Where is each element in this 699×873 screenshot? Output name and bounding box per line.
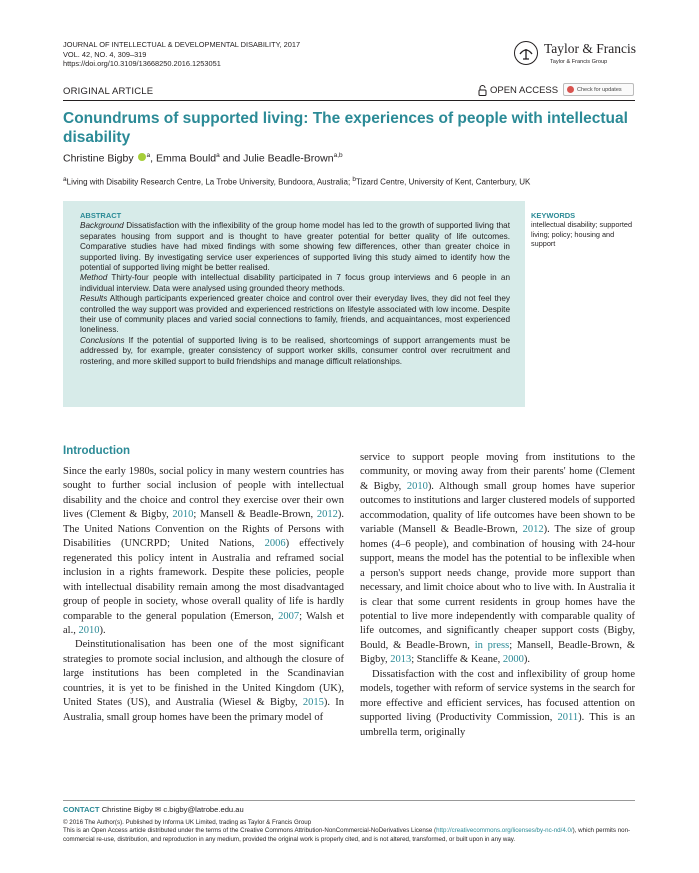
- abstract-background: [80, 221, 510, 273]
- citation-link[interactable]: 2012: [522, 524, 544, 536]
- email-icon: ✉: [154, 805, 162, 814]
- text-run: ; Mansell, Beadle-Brown, & Bigby,: [360, 639, 635, 666]
- author-1-affil: a: [146, 152, 151, 159]
- open-access-badge: [478, 85, 558, 96]
- crossmark-icon: [567, 86, 574, 93]
- left-column: [63, 465, 344, 725]
- text-run: ; Mansell & Beadle-Brown,: [193, 509, 317, 521]
- paragraph: [63, 465, 344, 638]
- abstract-method: [80, 273, 510, 294]
- text-run: This is an Open Access article distributed under the terms of the Creative Commons Attribution-NonCommercial-NoDerivatives License (: [63, 827, 437, 835]
- abstract-heading: ABSTRACT: [80, 211, 122, 220]
- author-3-affil: a,b: [333, 152, 343, 159]
- text-run: ) effectively regenerated this policy intent in Australia and reframed social inclusion in a rights framework. Despite these policies, people with intellectual disability remain among the most disadvantaged group of people in society, whose overall quality of life is hardly comparable to the general population (Emerson,: [63, 538, 344, 622]
- header-rule: [63, 100, 635, 101]
- article-type: ORIGINAL ARTICLE: [63, 86, 154, 97]
- publisher-name: Taylor & Francis: [544, 41, 637, 56]
- citation-link[interactable]: 2000: [502, 654, 524, 666]
- text-run: Deinstitutionalisation has been one of the most significant strategies to promote social inclusion, and although the closure of large institutions has been completed in the Scandinavian countries, it is yet to be finished in the United Kingdom (UK), United States (US), and Australia (Wiesel & Bigby,: [63, 639, 344, 709]
- paragraph: [360, 451, 635, 668]
- citation-link[interactable]: 2011: [557, 712, 579, 724]
- copyright-text: © 2016 The Author(s). Published by Informa UK Limited, trading as Taylor & Francis Group: [63, 819, 312, 826]
- text-run: ).: [99, 624, 106, 636]
- text-run: Since the early 1980s, social policy in many western countries has sought to further social inclusion of people with intellectual disability and the choice and control they exercise over their own lives (Clement & Bigby,: [63, 466, 344, 521]
- text-run: ), which permits non-commercial re-use, distribution, and reproduction in any medium, provided the original work is properly cited, and is not altered, transformed, or built upon in any way.: [63, 827, 631, 843]
- text-run: ). The United Nations Convention on the Rights of Persons with Disabilities (UNCRPD; United Nations,: [63, 509, 344, 550]
- citation-link[interactable]: 2007: [278, 610, 300, 622]
- keywords-heading: KEYWORDS: [531, 211, 576, 220]
- conclusions-label: Conclusions: [80, 335, 125, 345]
- text-run: Dissatisfaction with the cost and inflexibility of group home models, together with reform of service systems in the search for more effective and efficient services, has focused attention on supported living (Productivity Commission,: [360, 668, 635, 724]
- open-access-label: OPEN ACCESS: [490, 85, 559, 96]
- footer-rule: [63, 800, 635, 801]
- background-text: Dissatisfaction with the inflexibility of the group home model has led to the growth of supported living that separates housing from support and is thought to have greater potential for better quality of life outcomes. Comparative studies have had mixed findings with some showing few differences, other than greater choice in supported living. By investigating service user experiences of supported living this study aimed to identify how the potential of supported living might be better realised.: [80, 221, 510, 273]
- affil-b-mark: b: [352, 176, 357, 183]
- text-run: service to support people moving from institutions to the community, or moving away from their parents' home (Clement & Bigby,: [360, 452, 635, 492]
- journal-doi[interactable]: https://doi.org/10.3109/13668250.2016.1253051: [63, 59, 221, 69]
- citation-link[interactable]: 2012: [316, 509, 338, 521]
- publisher-group: Taylor & Francis Group: [550, 59, 608, 65]
- citation-link[interactable]: 2006: [264, 538, 286, 550]
- text-run: ). In Australia, small group homes have been the primary model of: [63, 697, 345, 723]
- citation-link[interactable]: 2013: [390, 654, 412, 666]
- text-run: ). The size of group homes (4–6 people), and combination of housing with 24-hour support, means the model has the potential to be inflexible when a person's support needs change, provide more support than necessary, and limit choice about who to live with. In Australia it is clear that some current residents in group homes have the potential to live more independently with comparable quality of life outcomes, and significantly cheaper support costs (Bigby, Bould, & Beadle-Brown,: [360, 524, 635, 651]
- keywords: [531, 211, 639, 249]
- author-1[interactable]: Christine Bigby: [63, 152, 134, 165]
- check-updates-button[interactable]: [563, 83, 634, 96]
- contact-name: Christine Bigby: [101, 805, 153, 814]
- text-run: ). Although small group homes have superior outcomes to institutions and larger clustered models of supported accommodation, quality of life outcomes have been shown to be variable (Mansell & Beadle-Brown,: [360, 480, 635, 536]
- results-label: Results: [80, 294, 108, 304]
- keywords-list: intellectual disability; supported living; policy; housing and support: [531, 220, 632, 249]
- abstract: [80, 211, 510, 367]
- license-text: [63, 827, 638, 844]
- affil-a-mark: a: [63, 176, 67, 183]
- text-run: ; Walsh et al.,: [63, 610, 344, 636]
- open-lock-icon: [478, 85, 487, 96]
- author-3[interactable]: and Julie Beadle-Brown: [219, 152, 334, 165]
- tf-emblem-icon: [514, 41, 538, 65]
- journal-name: JOURNAL OF INTELLECTUAL & DEVELOPMENTAL DISABILITY, 2017: [63, 40, 301, 49]
- affil-a: Living with Disability Research Centre, La Trobe University, Bundoora, Australia;: [66, 177, 353, 187]
- conclusions-text: If the potential of supported living is to be realised, shortcomings of support arrangements must be addressed by, for example, greater consistency of support worker skills, consumer control over recruitment and rostering, and more skilled support to build friendships and manage difficult relationships.: [80, 335, 510, 366]
- article-title: Conundrums of supported living: The experiences of people with intellectual disability: [63, 110, 628, 146]
- author-list: [63, 152, 343, 165]
- citation-link[interactable]: 2015: [302, 697, 324, 709]
- text-run: ). This is an umbrella term, originally: [360, 712, 636, 738]
- background-label: Background: [80, 221, 124, 231]
- citation-link[interactable]: 2010: [78, 624, 100, 636]
- text-run: ; Stancliffe & Keane,: [411, 654, 503, 666]
- orcid-icon[interactable]: [138, 153, 146, 161]
- author-2-affil: a: [216, 152, 220, 159]
- contact-label: CONTACT: [63, 805, 100, 814]
- method-label: Method: [80, 273, 108, 283]
- right-column: [360, 451, 635, 740]
- abstract-results: [80, 294, 510, 336]
- results-text: Although participants experienced greater choice and control over their everyday lives, they did not feel they controlled the way support was provided and experienced restrictions on lifestyle associated with low income. Despite their use of community places and varied social connections to family, friends, and acquaintances, most experienced loneliness.: [80, 294, 510, 335]
- journal-header: [63, 40, 300, 69]
- contact-line: [63, 805, 244, 814]
- text-run: ).: [523, 654, 531, 666]
- paragraph: [63, 638, 344, 725]
- section-heading-introduction: Introduction: [63, 445, 131, 457]
- author-2[interactable]: , Emma Bould: [150, 152, 217, 165]
- abstract-conclusions: [80, 336, 510, 367]
- copyright-notice: [63, 819, 638, 844]
- paragraph: [360, 668, 635, 740]
- check-updates-label: Check for updates: [577, 86, 622, 93]
- publisher-logo: [514, 40, 644, 70]
- method-text: Thirty-four people with intellectual disability participated in 7 focus group interviews and 6 people in an individual interview. Data were analysed using grounded theory methods.: [80, 273, 510, 293]
- citation-link[interactable]: 2010: [406, 480, 428, 492]
- citation-link[interactable]: in press: [474, 639, 510, 651]
- journal-volume: VOL. 42, NO. 4, 309–319: [63, 49, 147, 59]
- license-link[interactable]: http://creativecommons.org/licenses/by-nc-nd/4.0/: [436, 827, 573, 835]
- affiliations: [63, 176, 530, 187]
- contact-email-link[interactable]: c.bigby@latrobe.edu.au: [163, 805, 244, 814]
- affil-b: Tizard Centre, University of Kent, Canterbury, UK: [356, 177, 531, 187]
- citation-link[interactable]: 2010: [172, 509, 194, 521]
